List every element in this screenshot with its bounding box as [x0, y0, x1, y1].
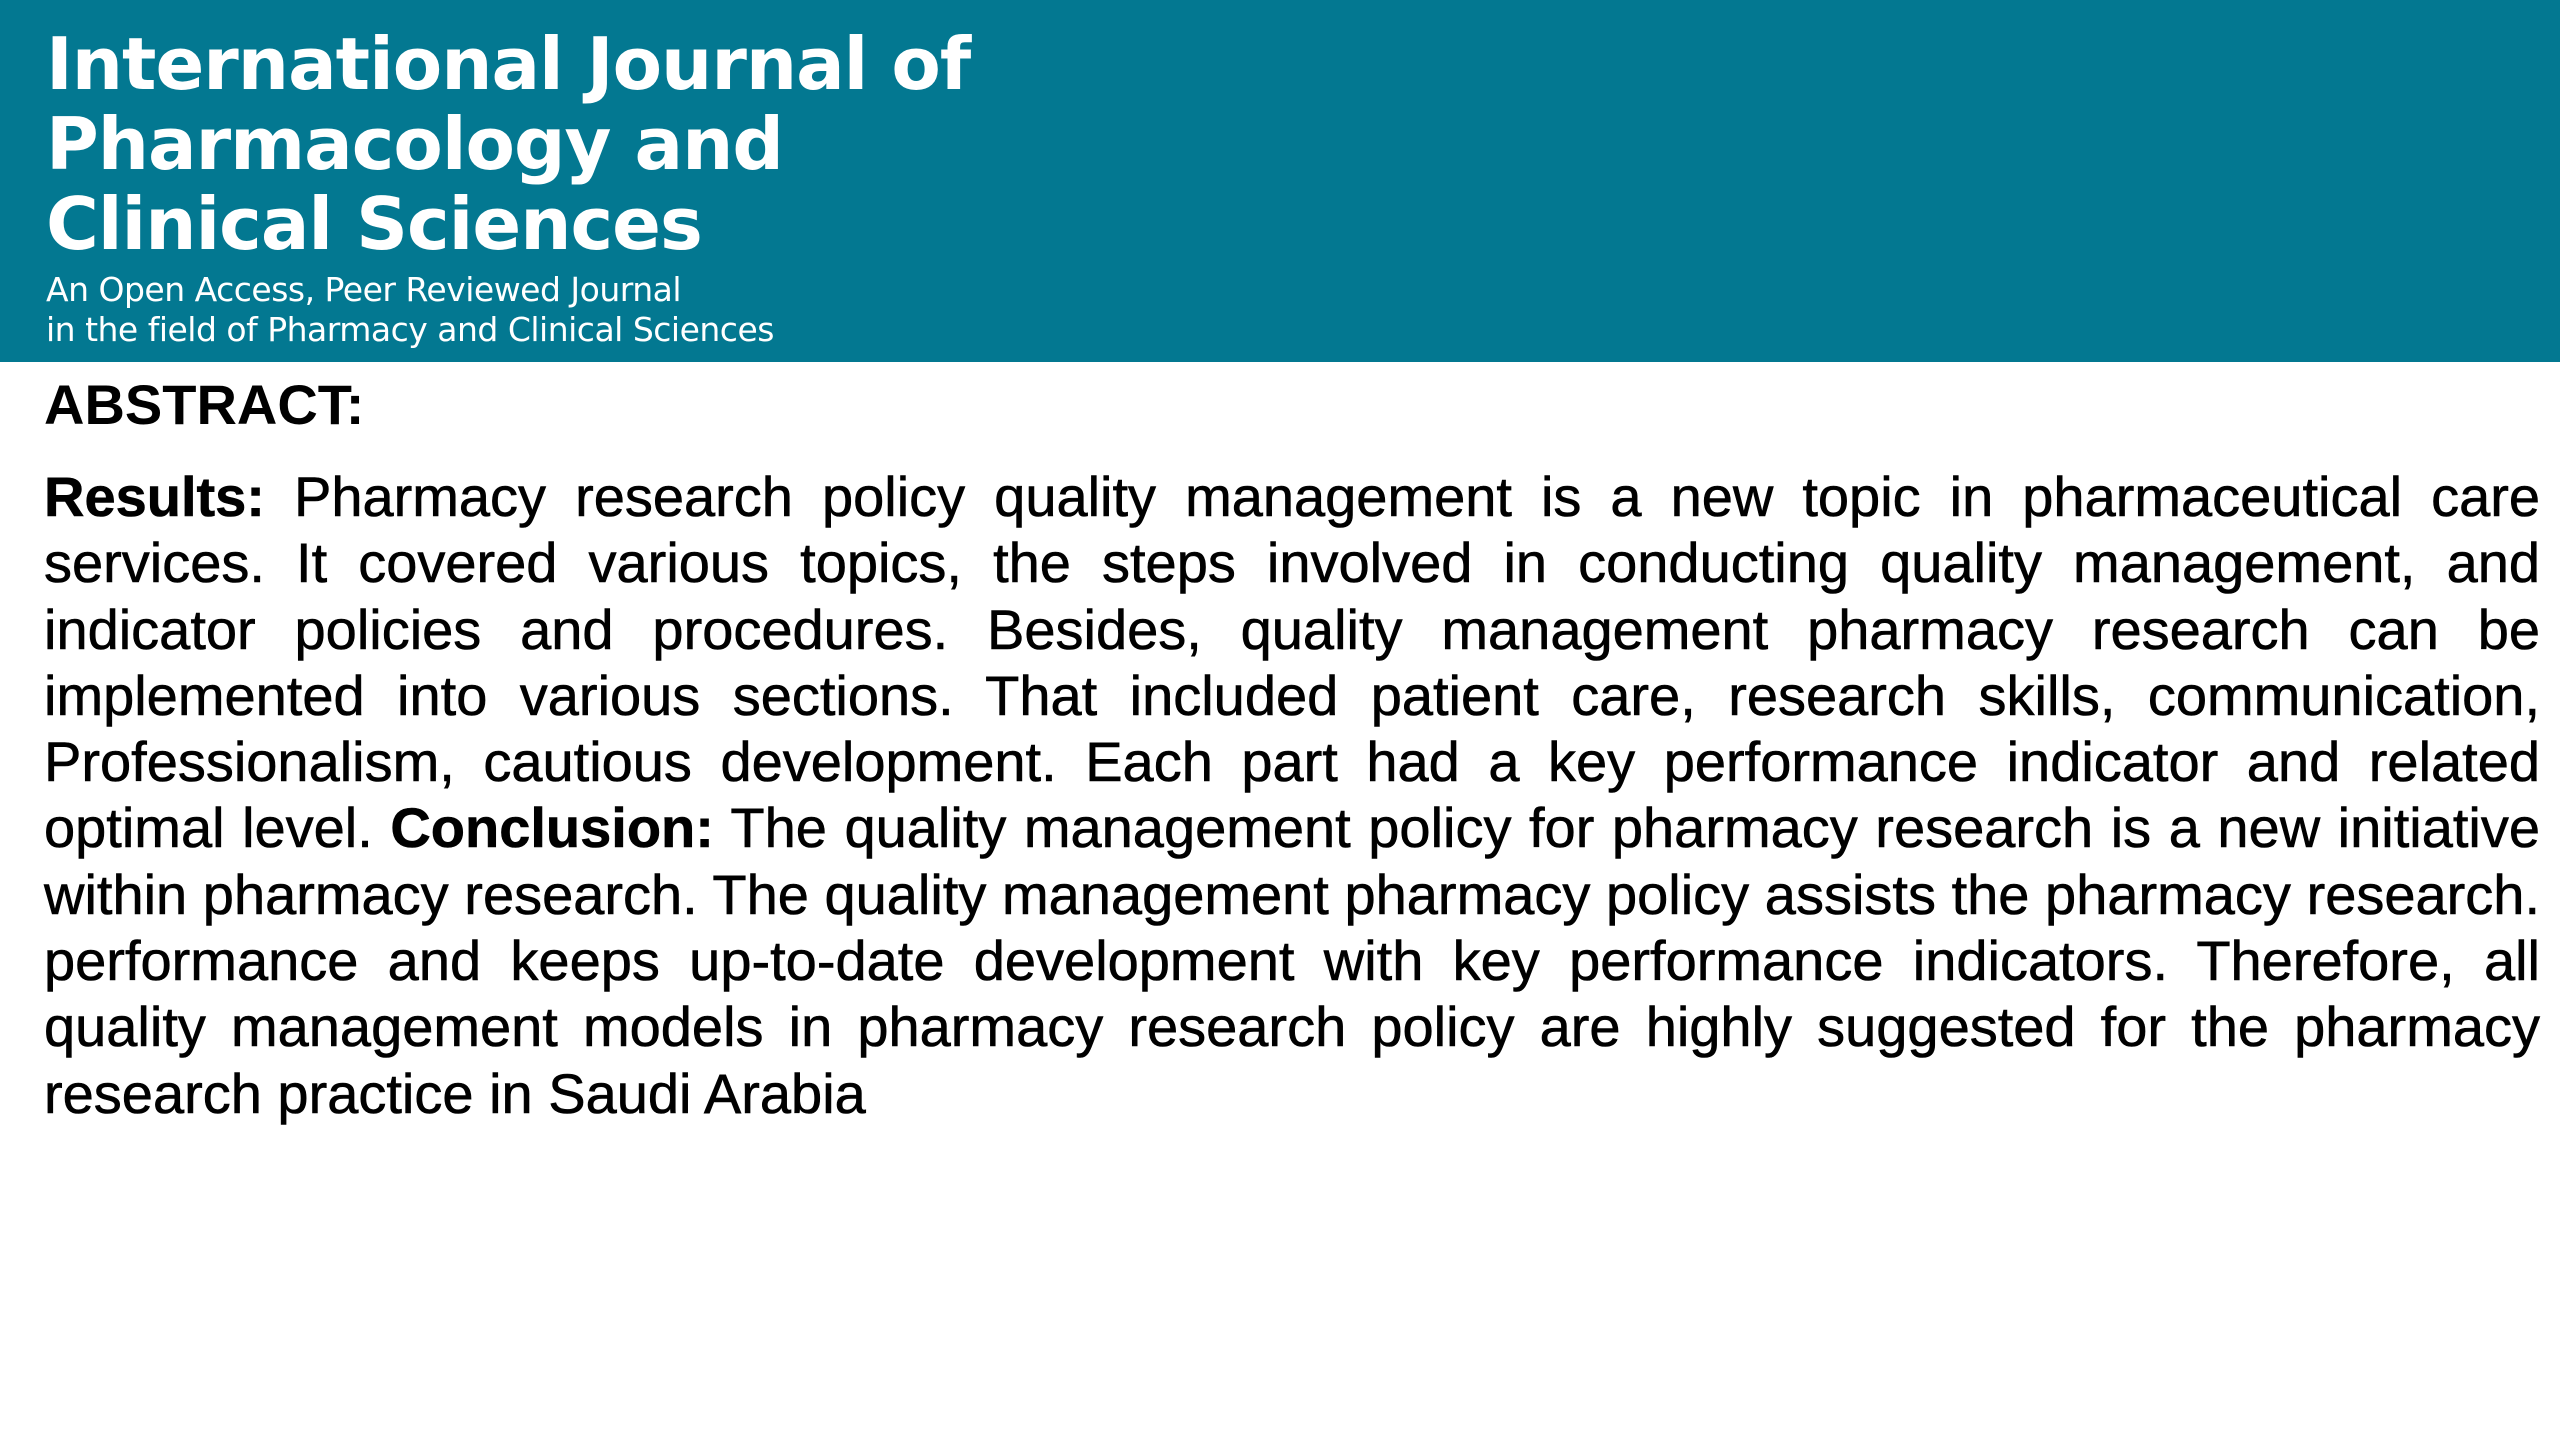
results-text: Pharmacy research policy quality management is a new topic in pharmaceutical care services. It covered various topics, the steps involved in conducting quality management, and indicator policies and procedures. Besides, quality management pharmacy research can be implemented into various sections. That included patient care, research skills, communication, Professionalism, cautious development. Each part had a key performance indicator and related optimal level. — [44, 465, 2540, 860]
journal-masthead — [0, 0, 2560, 362]
conclusion-text: The quality management policy for pharmacy research is a new initiative within pharmacy research. The quality management pharmacy policy assists the pharmacy research. performance and keeps up-to-date development with key performance indicators. Therefore, all quality management models in pharmacy research policy are highly suggested for the pharmacy research practice in Saudi Arabia — [44, 796, 2540, 1125]
journal-title-line: Pharmacology and — [46, 102, 783, 186]
journal-title-line: Clinical Sciences — [46, 182, 702, 266]
abstract-heading: ABSTRACT: — [44, 373, 365, 436]
journal-title — [46, 24, 1246, 264]
abstract-section — [44, 372, 2540, 1127]
journal-tagline-line: An Open Access, Peer Reviewed Journal — [46, 270, 682, 309]
results-label: Results: — [44, 465, 265, 528]
journal-tagline — [46, 270, 2560, 350]
journal-tagline-line: in the field of Pharmacy and Clinical Sciences — [46, 310, 774, 349]
journal-title-line: International Journal of — [46, 22, 971, 106]
conclusion-label: Conclusion: — [390, 796, 714, 860]
abstract-body — [44, 464, 2540, 1127]
